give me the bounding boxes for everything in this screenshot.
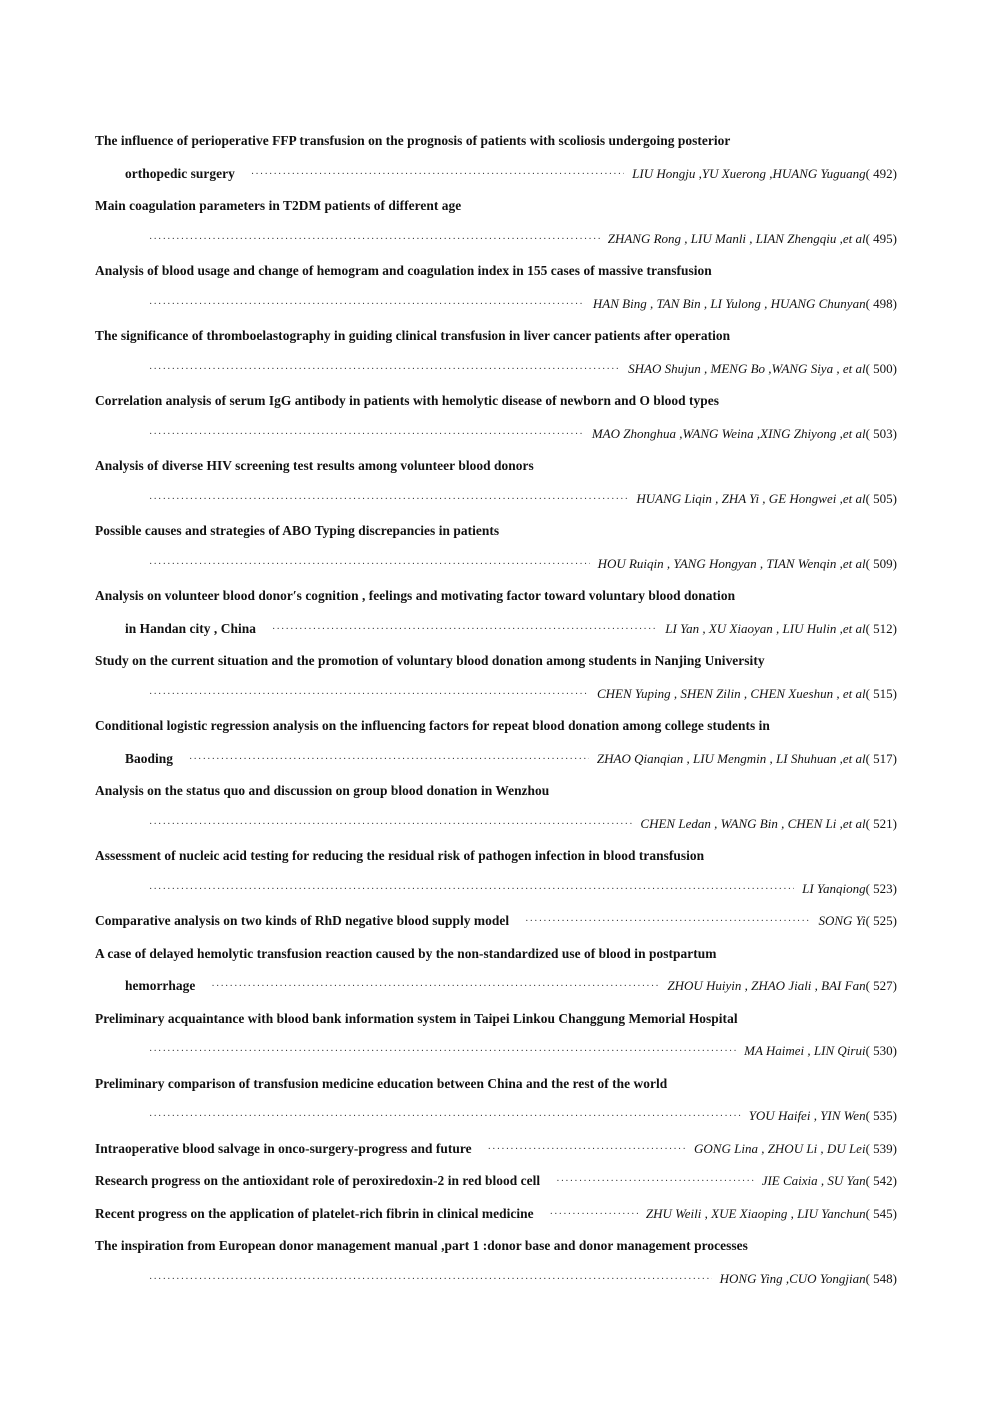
entry-title: Assessment of nucleic acid testing for reducing the residual risk of pathogen infection in blood transfusion	[95, 848, 705, 863]
entry-title: A case of delayed hemolytic transfusion reaction caused by the non-standardized use of blood in postpartum	[95, 945, 717, 961]
entry-title: Conditional logistic regression analysis on the influencing factors for repeat blood donation among college students in	[95, 718, 770, 733]
entry-title-continuation: hemorrhage	[125, 978, 196, 993]
toc-entry	[95, 391, 897, 424]
toc-entry-continuation	[95, 814, 897, 847]
entry-page: ( 527)	[865, 978, 897, 993]
entry-title: Comparative analysis on two kinds of RhD negative blood supply model	[95, 913, 510, 928]
toc-entry	[95, 1204, 897, 1237]
entry-page: ( 498)	[865, 295, 897, 311]
entry-page: ( 512)	[865, 620, 897, 636]
dot-leader	[272, 620, 657, 640]
dot-leader	[149, 555, 590, 575]
entry-title: Recent progress on the application of platelet-rich fibrin in clinical medicine	[95, 1205, 534, 1221]
entry-title-continuation: in Handan city , China	[125, 620, 256, 636]
dot-leader	[149, 815, 632, 835]
toc-entry-continuation	[95, 619, 897, 652]
entry-page: ( 530)	[865, 1043, 897, 1058]
toc-entry-continuation	[95, 1269, 897, 1302]
toc-entry-continuation	[95, 359, 897, 392]
dot-leader	[149, 360, 620, 380]
dot-leader	[488, 1140, 686, 1160]
entry-page: ( 503)	[865, 425, 897, 441]
toc-entry	[95, 911, 897, 944]
entry-page: ( 521)	[865, 815, 897, 831]
entry-authors: HOU Ruiqin , YANG Hongyan , TIAN Wenqin ,et al	[597, 555, 866, 571]
toc-entry-continuation	[95, 976, 897, 1009]
toc-entry	[95, 196, 897, 229]
entry-title: Analysis on volunteer blood donor′s cognition , feelings and motivating factor toward voluntary blood donation	[95, 588, 736, 603]
toc-entry	[95, 781, 897, 814]
toc-entry	[95, 261, 897, 294]
table-of-contents	[95, 131, 897, 1301]
toc-entry-continuation	[95, 229, 897, 262]
toc-entry	[95, 456, 897, 489]
entry-page: ( 545)	[865, 1205, 897, 1221]
entry-title-continuation: orthopedic surgery	[125, 165, 235, 181]
toc-entry	[95, 586, 897, 619]
entry-title: The significance of thromboelastography in guiding clinical transfusion in liver cancer patients after operation	[95, 328, 731, 343]
entry-title: Research progress on the antioxidant role of peroxiredoxin-2 in red blood cell	[95, 1173, 541, 1188]
entry-page: ( 505)	[865, 490, 897, 506]
toc-entry	[95, 326, 897, 359]
entry-page: ( 500)	[865, 360, 897, 376]
entry-authors: HUANG Liqin , ZHA Yi , GE Hongwei ,et al	[636, 490, 866, 506]
toc-entry-continuation	[95, 1106, 897, 1139]
entry-page: ( 525)	[865, 913, 897, 928]
entry-title: The influence of perioperative FFP transfusion on the prognosis of patients with scoliosis undergoing posterior	[95, 133, 731, 148]
toc-entry-continuation	[95, 1041, 897, 1074]
entry-title: Preliminary acquaintance with blood bank information system in Taipei Linkou Changgung Memorial Hospital	[95, 1010, 738, 1026]
entry-authors: LIU Hongju ,YU Xuerong ,HUANG Yuguang	[632, 165, 866, 181]
entry-page: ( 535)	[865, 1108, 897, 1123]
dot-leader	[149, 230, 600, 250]
entry-title: Possible causes and strategies of ABO Typing discrepancies in patients	[95, 523, 500, 538]
dot-leader	[556, 1172, 754, 1192]
entry-authors: HONG Ying ,CUO Yongjian	[719, 1270, 866, 1286]
entry-page: ( 548)	[865, 1270, 897, 1286]
toc-entry	[95, 1236, 897, 1269]
entry-authors: ZHANG Rong , LIU Manli , LIAN Zhengqiu ,et al	[607, 230, 866, 246]
entry-page: ( 492)	[865, 165, 897, 181]
entry-title: Study on the current situation and the promotion of voluntary blood donation among students in Nanjing University	[95, 653, 765, 668]
entry-title: Preliminary comparison of transfusion medicine education between China and the rest of the world	[95, 1075, 668, 1091]
entry-authors: ZHOU Huiyin , ZHAO Jiali , BAI Fan	[667, 978, 866, 993]
toc-entry-continuation	[95, 554, 897, 587]
entry-title: Intraoperative blood salvage in onco-surgery-progress and future	[95, 1140, 472, 1156]
entry-authors: ZHAO Qianqian , LIU Mengmin , LI Shuhuan ,et al	[596, 750, 866, 766]
dot-leader	[149, 425, 584, 445]
entry-authors: GONG Lina , ZHOU Li , DU Lei	[694, 1140, 866, 1156]
entry-page: ( 509)	[865, 555, 897, 571]
toc-entry	[95, 944, 897, 977]
dot-leader	[149, 1107, 741, 1127]
entry-title: Analysis of diverse HIV screening test results among volunteer blood donors	[95, 458, 534, 473]
toc-entry-continuation	[95, 879, 897, 912]
entry-authors: SHAO Shujun , MENG Bo ,WANG Siya , et al	[628, 360, 866, 376]
dot-leader	[149, 1270, 712, 1290]
dot-leader	[149, 685, 589, 705]
entry-page: ( 542)	[865, 1173, 897, 1188]
toc-entry	[95, 131, 897, 164]
entry-authors: MAO Zhonghua ,WANG Weina ,XING Zhiyong ,et al	[591, 425, 866, 441]
entry-page: ( 515)	[865, 685, 897, 701]
entry-authors: CHEN Ledan , WANG Bin , CHEN Li ,et al	[640, 815, 866, 831]
toc-entry	[95, 1171, 897, 1204]
toc-entry	[95, 651, 897, 684]
entry-title: The inspiration from European donor management manual ,part 1 :donor base and donor management processes	[95, 1238, 748, 1253]
toc-entry	[95, 1074, 897, 1107]
entry-page: ( 517)	[865, 750, 897, 766]
entry-title: Correlation analysis of serum IgG antibody in patients with hemolytic disease of newborn and O blood types	[95, 393, 720, 408]
entry-authors: SONG Yi	[818, 913, 866, 928]
entry-authors: YOU Haifei , YIN Wen	[748, 1108, 866, 1123]
entry-page: ( 523)	[865, 880, 897, 896]
toc-entry-continuation	[95, 489, 897, 522]
toc-entry-continuation	[95, 749, 897, 782]
entry-authors: LI Yanqiong	[802, 880, 866, 896]
entry-authors: CHEN Yuping , SHEN Zilin , CHEN Xueshun , et al	[597, 685, 866, 701]
toc-entry-continuation	[95, 294, 897, 327]
toc-entry-continuation	[95, 684, 897, 717]
toc-entry-continuation	[95, 164, 897, 197]
toc-entry	[95, 1009, 897, 1042]
toc-entry-continuation	[95, 424, 897, 457]
dot-leader	[211, 977, 659, 997]
entry-authors: ZHU Weili , XUE Xiaoping , LIU Yanchun	[645, 1205, 866, 1221]
toc-entry	[95, 521, 897, 554]
dot-leader	[149, 490, 628, 510]
entry-page: ( 495)	[865, 230, 897, 246]
toc-entry	[95, 1139, 897, 1172]
entry-title: Analysis of blood usage and change of hemogram and coagulation index in 155 cases of massive transfusion	[95, 263, 712, 278]
entry-authors: MA Haimei , LIN Qirui	[744, 1043, 866, 1058]
entry-authors: HAN Bing , TAN Bin , LI Yulong , HUANG Chunyan	[592, 295, 866, 311]
dot-leader	[149, 1042, 736, 1062]
dot-leader	[149, 880, 794, 900]
dot-leader	[189, 750, 589, 770]
dot-leader	[251, 165, 624, 185]
dot-leader	[550, 1205, 638, 1225]
dot-leader	[525, 912, 810, 932]
toc-entry	[95, 716, 897, 749]
entry-authors: LI Yan , XU Xiaoyan , LIU Hulin ,et al	[665, 620, 866, 636]
entry-authors: JIE Caixia , SU Yan	[761, 1173, 866, 1188]
entry-title: Analysis on the status quo and discussion on group blood donation in Wenzhou	[95, 783, 550, 798]
toc-entry	[95, 846, 897, 879]
entry-title: Main coagulation parameters in T2DM patients of different age	[95, 198, 462, 213]
entry-page: ( 539)	[865, 1140, 897, 1156]
dot-leader	[149, 295, 585, 315]
entry-title-continuation: Baoding	[125, 750, 173, 766]
